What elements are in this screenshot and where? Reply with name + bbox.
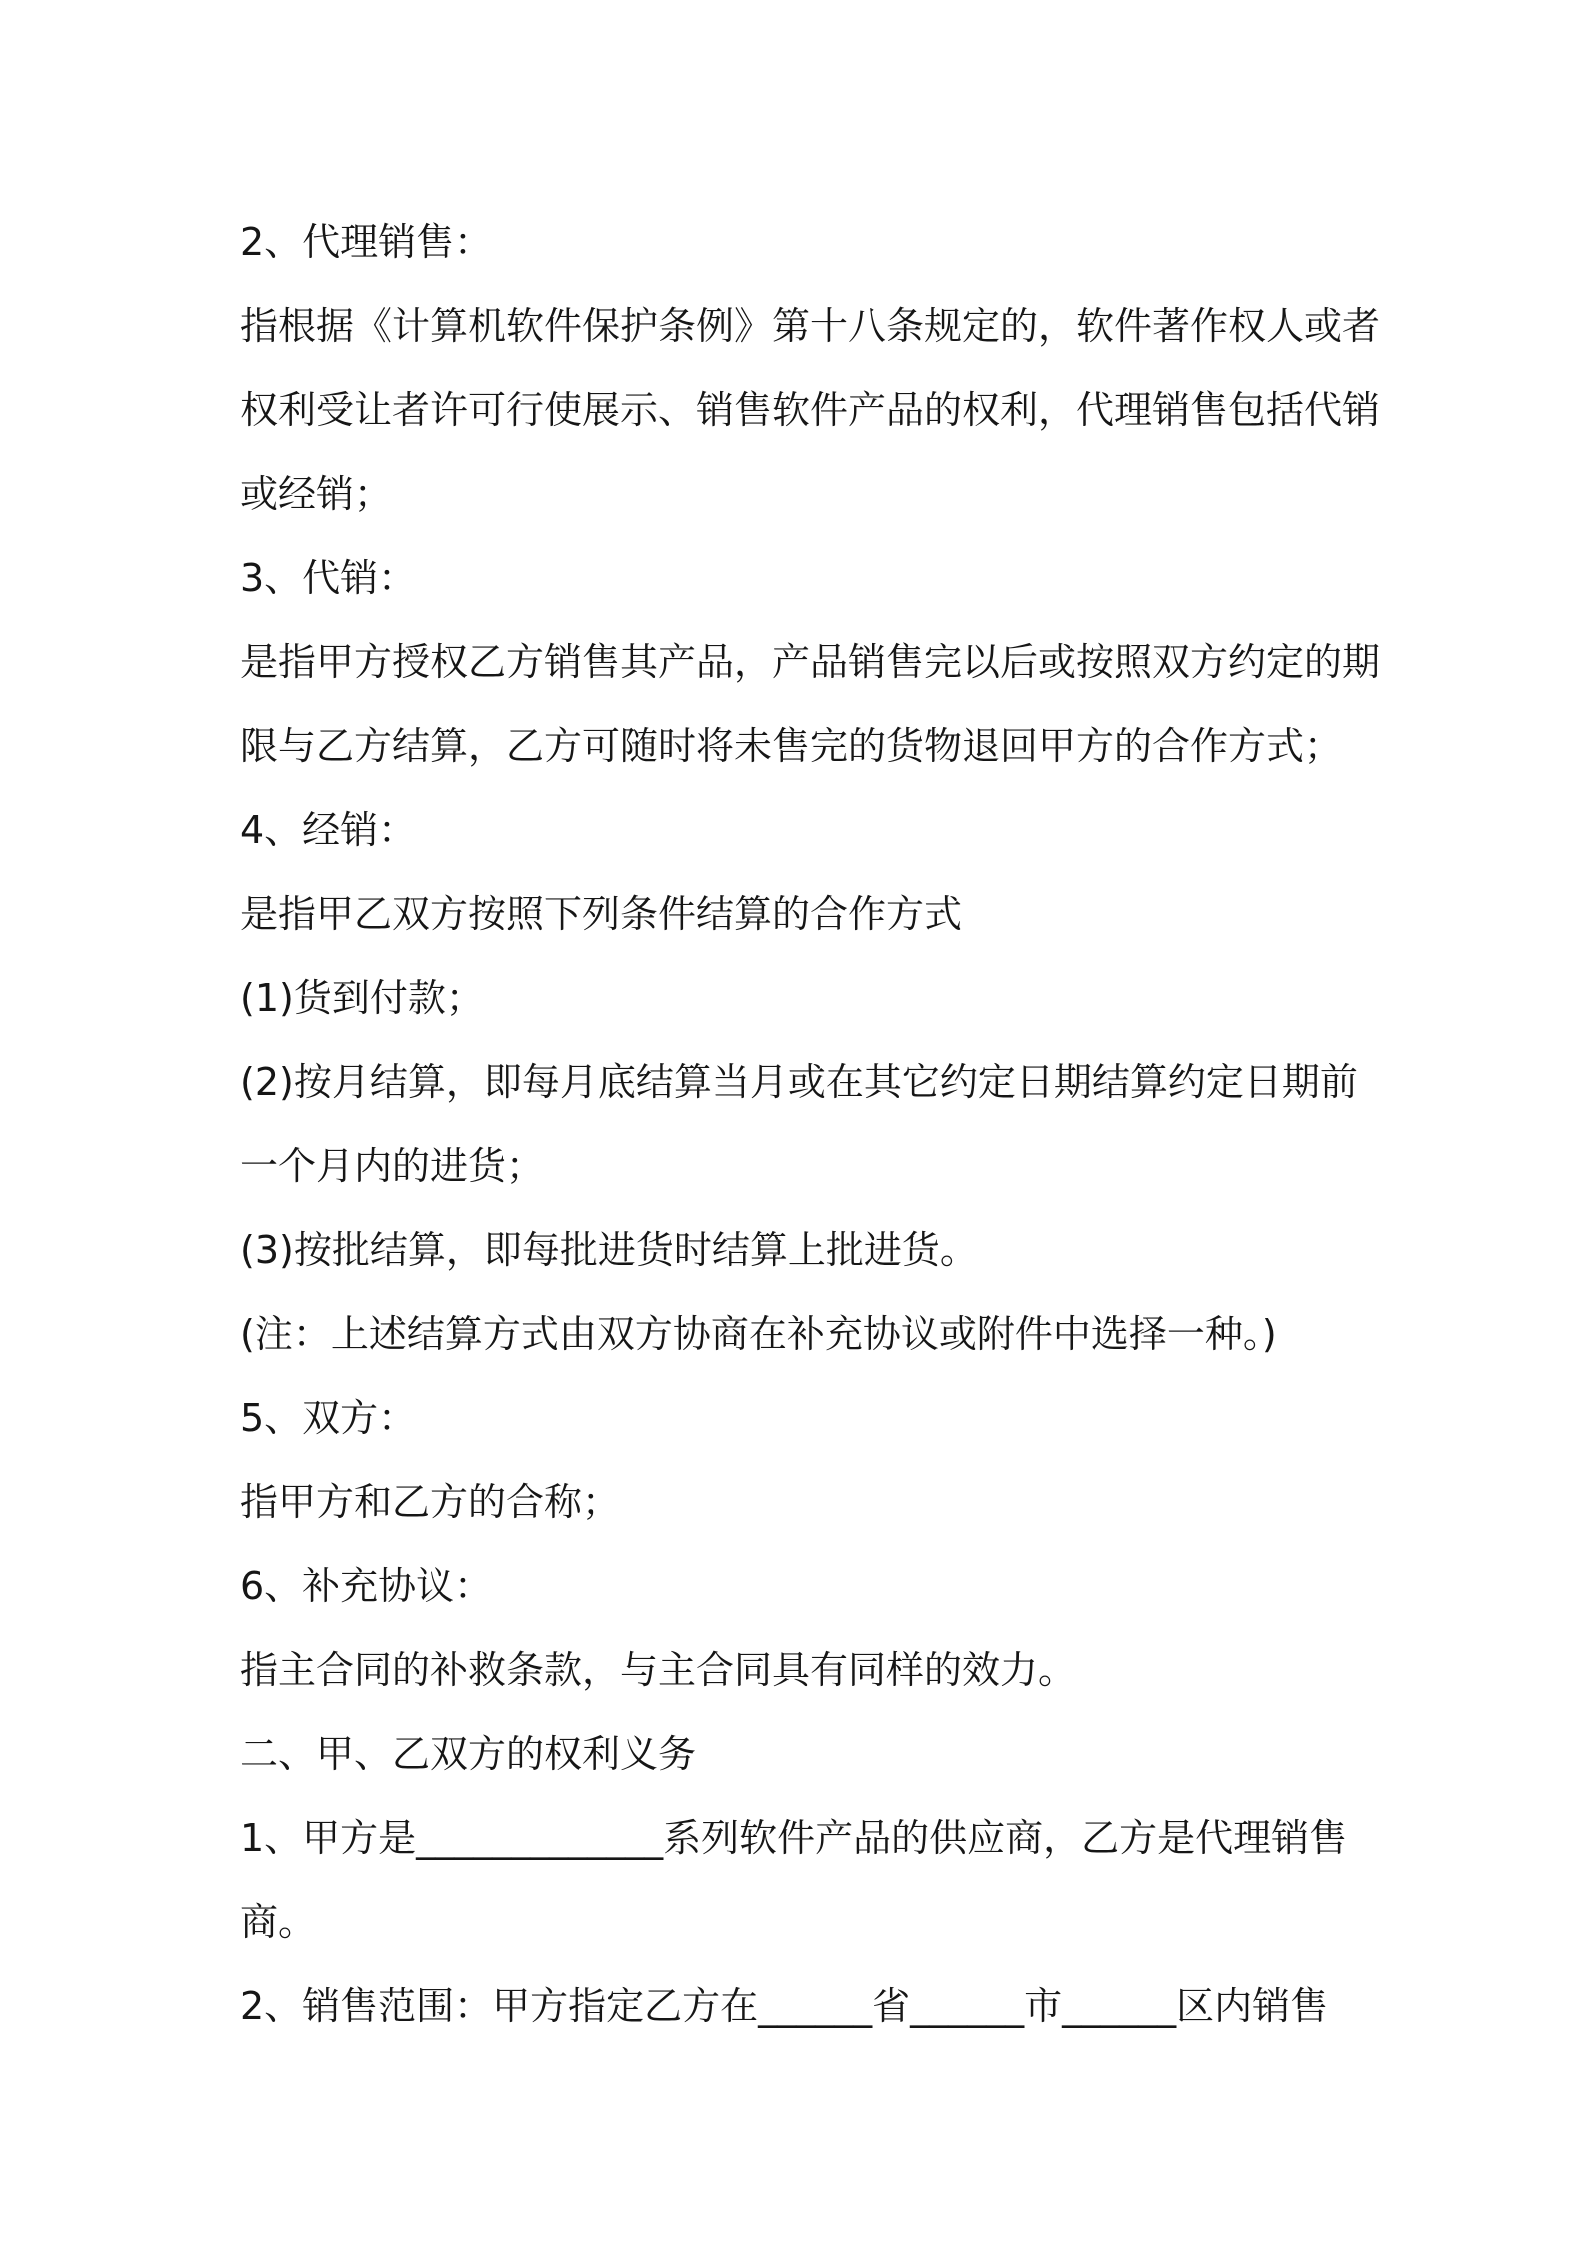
paragraph-line: 指甲方和乙方的合称； [240, 1480, 621, 1524]
note-line: (注：上述结算方式由双方协商在补充协议或附件中选择一种。) [240, 1312, 1277, 1356]
paragraph-line: 一个月内的进货； [240, 1144, 545, 1188]
section-heading-distribution: 4、经销： [240, 808, 417, 852]
list-item: (3)按批结算，即每批进货时结算上批进货。 [240, 1228, 978, 1272]
list-item: (2)按月结算，即每月底结算当月或在其它约定日期结算约定日期前 [240, 1060, 1358, 1104]
paragraph-line: 2、销售范围：甲方指定乙方在______省______市______区内销售 [240, 1984, 1329, 2028]
paragraph-line: 是指甲方授权乙方销售其产品，产品销售完以后或按照双方约定的期 [240, 640, 1381, 684]
paragraph-line: 权利受让者许可行使展示、销售软件产品的权利，代理销售包括代销 [240, 388, 1381, 432]
paragraph-line: 或经销； [240, 472, 393, 516]
paragraph-line: 商。 [240, 1900, 317, 1944]
section-heading-both-parties: 5、双方： [240, 1396, 417, 1440]
chapter-heading-rights-obligations: 二、甲、乙双方的权利义务 [240, 1732, 697, 1776]
list-item: (1)货到付款； [240, 976, 484, 1020]
section-heading-supplementary-agreement: 6、补充协议： [240, 1564, 493, 1608]
document-body [240, 200, 1381, 2048]
paragraph-line: 限与乙方结算，乙方可随时将未售完的货物退回甲方的合作方式； [240, 724, 1343, 768]
paragraph-line: 1、甲方是_____________系列软件产品的供应商，乙方是代理销售 [240, 1816, 1348, 1860]
paragraph-line: 是指甲乙双方按照下列条件结算的合作方式 [240, 892, 963, 936]
paragraph-line: 指根据《计算机软件保护条例》第十八条规定的，软件著作权人或者 [240, 304, 1381, 348]
section-heading-consignment: 3、代销： [240, 556, 417, 600]
paragraph-line: 指主合同的补救条款，与主合同具有同样的效力。 [240, 1648, 1077, 1692]
section-heading-agency-sales: 2、代理销售： [240, 220, 493, 264]
